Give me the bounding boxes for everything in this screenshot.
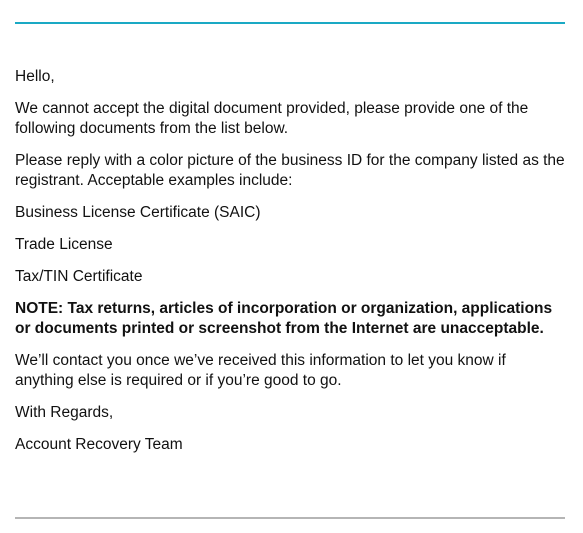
document-item: Trade License [15,236,113,253]
follow-up-paragraph: We’ll contact you once we’ve received this information to let you know if anything else is required or if you’re good to go. [15,352,506,389]
document-item: Tax/TIN Certificate [15,268,143,285]
email-body [15,67,565,467]
instructions-paragraph: Please reply with a color picture of the business ID for the company listed as the registrant. Acceptable examples include: [15,152,565,189]
intro-paragraph: We cannot accept the digital document provided, please provide one of the following documents from the list below. [15,100,529,137]
greeting: Hello, [15,68,55,85]
closing: With Regards, [15,404,114,421]
signature: Account Recovery Team [15,436,183,453]
document-item: Business License Certificate (SAIC) [15,204,261,221]
footer-divider [15,517,565,519]
top-accent-divider [15,22,565,24]
note-paragraph: NOTE: Tax returns, articles of incorporation or organization, applications or documents printed or screenshot from the Internet are unacceptable. [15,300,553,337]
